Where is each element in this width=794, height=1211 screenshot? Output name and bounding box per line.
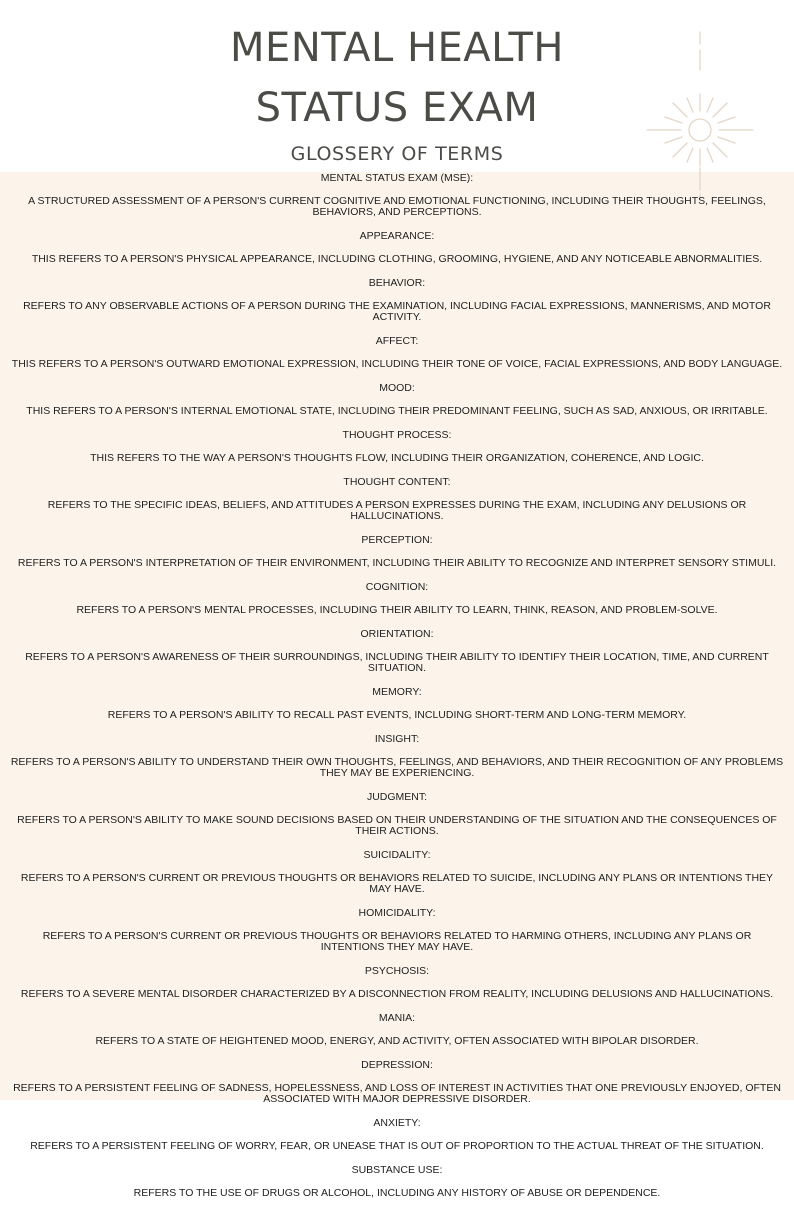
- glossary-entry: [0, 230, 794, 265]
- glossary-definition: REFERS TO A PERSON'S CURRENT OR PREVIOUS THOUGHTS OR BEHAVIORS RELATED TO SUICIDE, INCLUDING ANY PLANS OR INTENTIONS THEY MAY HAVE.: [20, 872, 774, 895]
- glossary-entry: [0, 581, 794, 616]
- glossary-definition: REFERS TO ANY OBSERVABLE ACTIONS OF A PERSON DURING THE EXAMINATION, INCLUDING FACIAL EXPRESSIONS, MANNERISMS, AND MOTOR ACTIVITY.: [23, 300, 771, 323]
- glossary-list: [0, 172, 794, 1211]
- glossary-definition: THIS REFERS TO THE WAY A PERSON'S THOUGHTS FLOW, INCLUDING THEIR ORGANIZATION, COHERENCE, AND LOGIC.: [90, 452, 704, 464]
- glossary-entry: [0, 733, 794, 779]
- glossary-entry: [0, 791, 794, 837]
- glossary-definition: REFERS TO A PERSON'S AWARENESS OF THEIR SURROUNDINGS, INCLUDING THEIR ABILITY TO IDENTIFY THEIR LOCATION, TIME, AND CURRENT SITUATION.: [25, 651, 769, 674]
- glossary-term: MENTAL STATUS EXAM (MSE):: [320, 172, 474, 184]
- glossary-term: COGNITION:: [365, 581, 429, 593]
- glossary-definition: REFERS TO A SEVERE MENTAL DISORDER CHARACTERIZED BY A DISCONNECTION FROM REALITY, INCLUDING DELUSIONS AND HALLUCINATIONS.: [20, 988, 774, 1000]
- glossary-definition: REFERS TO A STATE OF HEIGHTENED MOOD, ENERGY, AND ACTIVITY, OFTEN ASSOCIATED WITH BIPOLAR DISORDER.: [95, 1035, 699, 1047]
- glossary-term: BEHAVIOR:: [368, 277, 426, 289]
- glossary-entry: [0, 907, 794, 953]
- glossary-term: PSYCHOSIS:: [364, 965, 430, 977]
- glossary-term: DEPRESSION:: [361, 1059, 433, 1071]
- glossary-term: PERCEPTION:: [361, 534, 433, 546]
- glossary-entry: [0, 335, 794, 370]
- glossary-definition: REFERS TO A PERSON'S INTERPRETATION OF THEIR ENVIRONMENT, INCLUDING THEIR ABILITY TO RECOGNIZE AND INTERPRET SENSORY STIMULI.: [17, 557, 777, 569]
- glossary-definition: THIS REFERS TO A PERSON'S PHYSICAL APPEARANCE, INCLUDING CLOTHING, GROOMING, HYGIENE, AND ANY NOTICEABLE ABNORMALITIES.: [31, 253, 763, 265]
- glossary-definition: REFERS TO A PERSON'S ABILITY TO UNDERSTAND THEIR OWN THOUGHTS, FEELINGS, AND BEHAVIORS, AND THEIR RECOGNITION OF ANY PROBLEMS THEY MAY BE EXPERIENCING.: [10, 756, 784, 779]
- glossary-term: HOMICIDALITY:: [358, 907, 436, 919]
- glossary-term: THOUGHT CONTENT:: [343, 476, 451, 488]
- glossary-definition: A STRUCTURED ASSESSMENT OF A PERSON'S CURRENT COGNITIVE AND EMOTIONAL FUNCTIONING, INCLUDING THEIR THOUGHTS, FEELINGS, BEHAVIORS, AND PERCEPTIONS.: [28, 195, 766, 218]
- glossary-entry: [0, 1164, 794, 1199]
- glossary-entry: [0, 628, 794, 674]
- glossary-definition: THIS REFERS TO A PERSON'S OUTWARD EMOTIONAL EXPRESSION, INCLUDING THEIR TONE OF VOICE, FACIAL EXPRESSIONS, AND BODY LANGUAGE.: [11, 358, 783, 370]
- glossary-entry: [0, 1012, 794, 1047]
- glossary-term: SUBSTANCE USE:: [351, 1164, 443, 1176]
- glossary-term: APPEARANCE:: [359, 230, 435, 242]
- glossary-definition: REFERS TO THE USE OF DRUGS OR ALCOHOL, INCLUDING ANY HISTORY OF ABUSE OR DEPENDENCE.: [133, 1187, 661, 1199]
- glossary-entry: [0, 686, 794, 721]
- glossary-definition: REFERS TO A PERSISTENT FEELING OF WORRY, FEAR, OR UNEASE THAT IS OUT OF PROPORTION TO THE ACTUAL THREAT OF THE SITUATION.: [30, 1140, 764, 1152]
- glossary-entry: [0, 534, 794, 569]
- glossary-term: AFFECT:: [375, 335, 419, 347]
- glossary-entry: [0, 172, 794, 218]
- glossary-entry: [0, 965, 794, 1000]
- glossary-entry: [0, 277, 794, 323]
- glossary-term: INSIGHT:: [374, 733, 420, 745]
- glossary-term: SUICIDALITY:: [363, 849, 431, 861]
- glossary-definition: REFERS TO A PERSISTENT FEELING OF SADNESS, HOPELESSNESS, AND LOSS OF INTEREST IN ACTIVITIES THAT ONE PREVIOUSLY ENJOYED, OFTEN ASSOCIATED WITH MAJOR DEPRESSIVE DISORDER.: [13, 1082, 781, 1105]
- glossary-term: MEMORY:: [372, 686, 422, 698]
- glossary-term: THOUGHT PROCESS:: [342, 429, 452, 441]
- glossary-term: MANIA:: [378, 1012, 416, 1024]
- glossary-entry: [0, 476, 794, 522]
- page-subtitle: GLOSSERY OF TERMS: [290, 143, 504, 165]
- glossary-term: JUDGMENT:: [366, 791, 428, 803]
- glossary-entry: [0, 382, 794, 417]
- glossary-definition: REFERS TO THE SPECIFIC IDEAS, BELIEFS, AND ATTITUDES A PERSON EXPRESSES DURING THE EXAM, INCLUDING ANY DELUSIONS OR HALLUCINATIONS.: [47, 499, 747, 522]
- glossary-definition: THIS REFERS TO A PERSON'S INTERNAL EMOTIONAL STATE, INCLUDING THEIR PREDOMINANT FEELING, SUCH AS SAD, ANXIOUS, OR IRRITABLE.: [26, 405, 768, 417]
- title-line-2: STATUS EXAM: [255, 85, 539, 131]
- glossary-entry: [0, 849, 794, 895]
- glossary-entry: [0, 429, 794, 464]
- glossary-entry: [0, 1059, 794, 1105]
- glossary-term: ANXIETY:: [373, 1117, 421, 1129]
- glossary-definition: REFERS TO A PERSON'S CURRENT OR PREVIOUS THOUGHTS OR BEHAVIORS RELATED TO HARMING OTHERS, INCLUDING ANY PLANS OR INTENTIONS THEY MAY HAVE.: [42, 930, 752, 953]
- title-line-1: MENTAL HEALTH: [230, 25, 564, 71]
- glossary-term: MOOD:: [379, 382, 415, 394]
- glossary-term: ORIENTATION:: [360, 628, 434, 640]
- glossary-definition: REFERS TO A PERSON'S ABILITY TO RECALL PAST EVENTS, INCLUDING SHORT-TERM AND LONG-TERM MEMORY.: [107, 709, 687, 721]
- glossary-definition: REFERS TO A PERSON'S MENTAL PROCESSES, INCLUDING THEIR ABILITY TO LEARN, THINK, REASON, AND PROBLEM-SOLVE.: [76, 604, 718, 616]
- glossary-definition: REFERS TO A PERSON'S ABILITY TO MAKE SOUND DECISIONS BASED ON THEIR UNDERSTANDING OF THE SITUATION AND THE CONSEQUENCES OF THEIR ACTIONS.: [17, 814, 777, 837]
- glossary-entry: [0, 1117, 794, 1152]
